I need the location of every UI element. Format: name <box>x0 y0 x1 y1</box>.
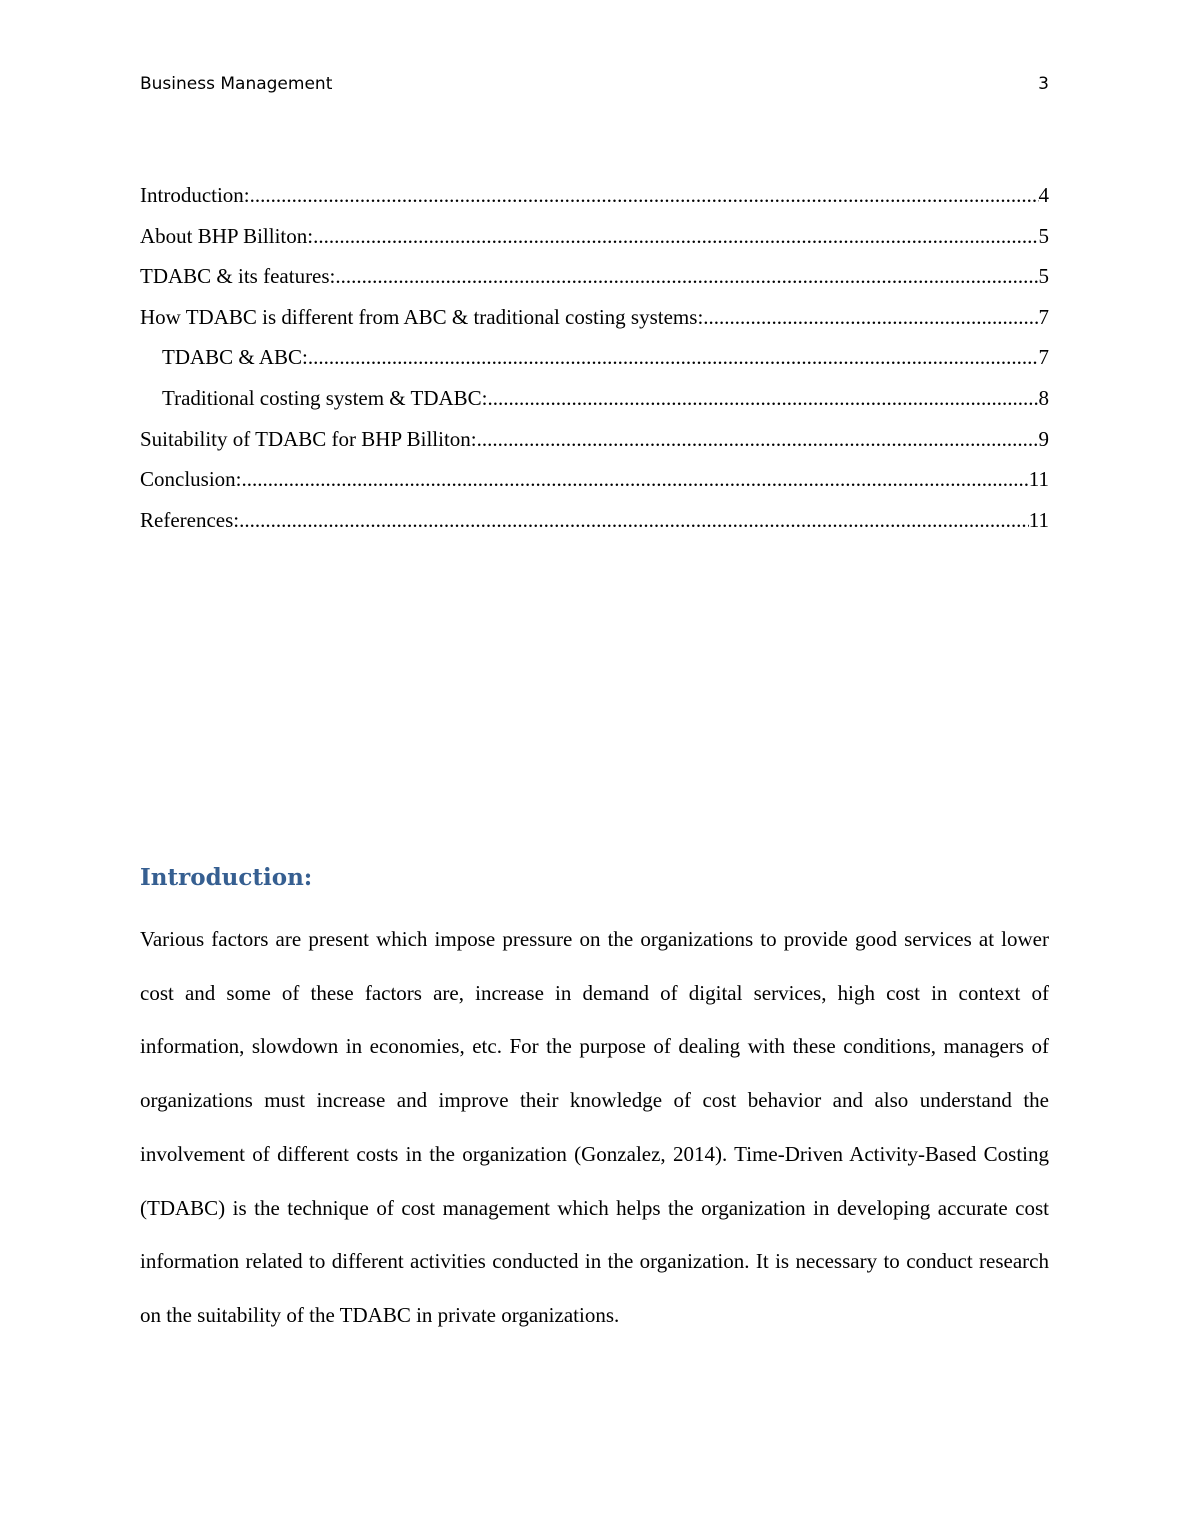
toc-entry-suitability[interactable] <box>140 422 1049 463</box>
toc-entry-tdabc-features[interactable] <box>140 259 1049 300</box>
toc-dot-leader <box>308 340 1039 374</box>
toc-entry-page: 5 <box>1038 264 1049 289</box>
toc-entry-label: Suitability of TDABC for BHP Billiton: <box>140 426 477 451</box>
header-title: Business Management <box>140 74 333 94</box>
introduction-paragraph: Various factors are present which impose pressure on the organizations to provide good services at lower cost and some of these factors are, increase in demand of digital services, high cost in context of information, slowdown in economies, etc. For the purpose of dealing with these conditions, managers of organizations must increase and improve their knowledge of cost behavior and also understand the involvement of different costs in the organization (Gonzalez, 2014). Time-Driven Activity-Based Costing (TDABC) is the technique of cost management which helps the organization in developing accurate cost information related to different activities conducted in the organization. It is necessary to conduct research on the suitability of the TDABC in private organizations. <box>140 927 1049 1327</box>
toc-entry-label: Conclusion: <box>140 467 242 492</box>
page-header <box>140 70 1049 98</box>
toc-entry-conclusion[interactable] <box>140 462 1049 503</box>
toc-entry-tdabc-differences[interactable] <box>140 300 1049 341</box>
toc-entry-label: About BHP Billiton: <box>140 223 314 248</box>
toc-entry-label: References: <box>140 507 240 532</box>
section-heading-introduction: Introduction: <box>140 864 313 891</box>
toc-entry-label: TDABC & its features: <box>140 264 336 289</box>
toc-entry-page: 5 <box>1038 223 1049 248</box>
toc-dot-leader <box>488 381 1039 415</box>
toc-entry-references[interactable] <box>140 503 1049 544</box>
toc-dot-leader <box>239 503 1029 537</box>
toc-entry-page: 9 <box>1038 426 1049 451</box>
toc-entry-page: 4 <box>1038 183 1049 207</box>
toc-entry-page: 7 <box>1038 304 1049 329</box>
toc-entry-about-bhp-billiton[interactable] <box>140 219 1049 260</box>
toc-entry-label: TDABC & ABC: <box>162 345 308 370</box>
toc-entry-label: Introduction: <box>140 183 250 207</box>
toc-dot-leader <box>250 178 1039 212</box>
toc-entry-page: 11 <box>1028 467 1049 492</box>
toc-entry-introduction[interactable] <box>140 178 1049 219</box>
toc-entry-page: 8 <box>1038 385 1049 410</box>
table-of-contents <box>140 178 1049 543</box>
toc-entry-traditional-costing[interactable] <box>140 381 1049 422</box>
toc-entry-page: 11 <box>1028 507 1049 532</box>
toc-entry-page: 7 <box>1038 345 1049 370</box>
toc-entry-label: Traditional costing system & TDABC: <box>162 385 488 410</box>
toc-dot-leader <box>477 422 1039 456</box>
header-page-number: 3 <box>1038 74 1049 94</box>
toc-entry-tdabc-and-abc[interactable] <box>140 340 1049 381</box>
toc-dot-leader <box>703 300 1038 334</box>
toc-entry-label: How TDABC is different from ABC & traditional costing systems: <box>140 304 704 329</box>
toc-dot-leader <box>313 219 1038 253</box>
toc-dot-leader <box>335 259 1038 293</box>
toc-dot-leader <box>242 462 1029 496</box>
